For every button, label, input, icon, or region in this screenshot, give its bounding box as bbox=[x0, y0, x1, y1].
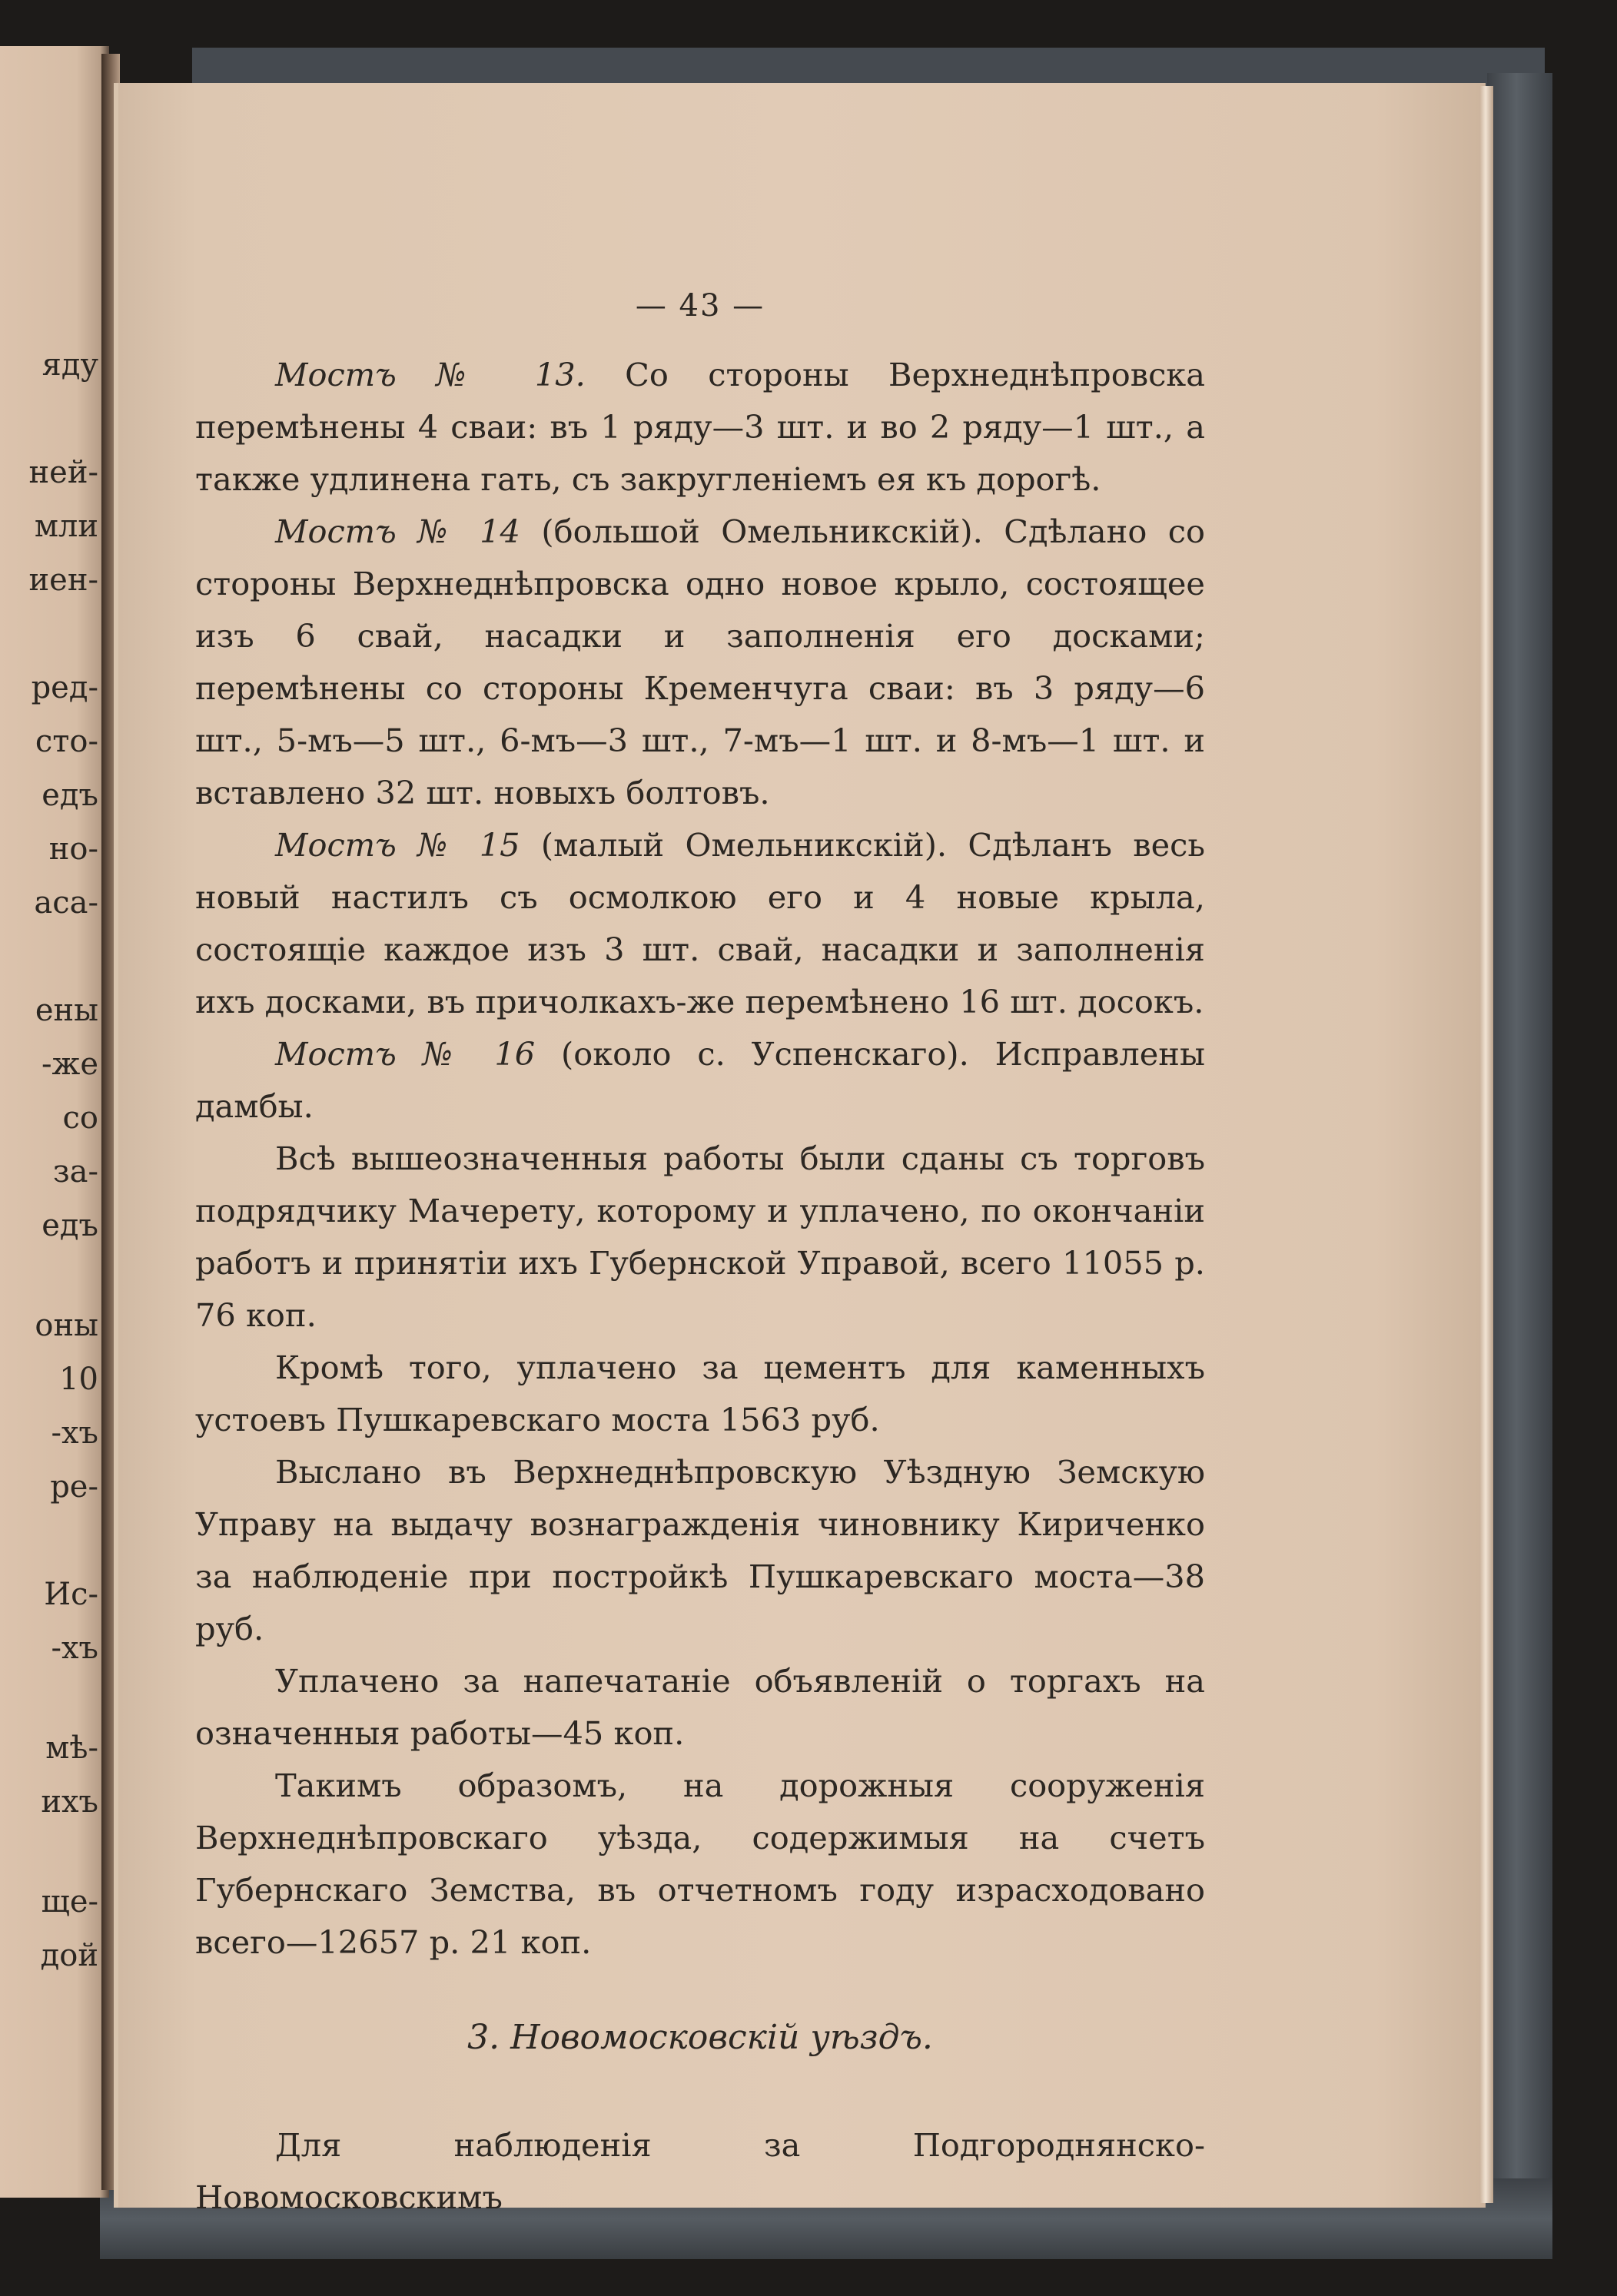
left-page-fragment: дой bbox=[40, 1938, 98, 1973]
left-page-fragment: -хъ bbox=[51, 1631, 98, 1666]
section-heading: 3. Новомосковскій уѣздъ. bbox=[467, 2018, 933, 2057]
left-page-fragment: со bbox=[62, 1100, 98, 1136]
left-page-fragment: аса- bbox=[34, 885, 98, 921]
left-page-fragment: -же bbox=[42, 1047, 98, 1082]
left-page-fragment: 10 bbox=[59, 1362, 98, 1397]
page-number: — 43 — bbox=[635, 288, 765, 323]
left-page-fragment: ихъ bbox=[41, 1784, 98, 1820]
left-page-fragment: ред- bbox=[31, 670, 98, 705]
left-page-fragment: яду bbox=[42, 347, 98, 383]
page-text bbox=[195, 280, 1205, 2224]
bridge-label: Мостъ № 15 bbox=[275, 826, 520, 864]
paragraph-remuneration: Выслано въ Верхнеднѣпровскую Уѣздную Земскую Управу на выдачу вознагражденія чиновнику Кириченко за наблюденіе при постройкѣ Пушкаревскаго моста—38 руб. bbox=[195, 1453, 1205, 1647]
paragraph-bridge-13 bbox=[195, 349, 1205, 506]
paragraph-novomoskovsk: Для наблюденія за Подгороднянско-Новомосковскимъ bbox=[195, 2126, 1205, 2216]
bridge-label: Мостъ № 13. bbox=[275, 356, 586, 393]
left-page-fragment: Ис- bbox=[44, 1577, 98, 1612]
paragraph-total: Такимъ образомъ, на дорожныя сооруженія Верхнеднѣпровскаго уѣзда, содержимыя на счетъ Губернскаго Земства, въ отчетномъ году израсходовано всего—12657 р. 21 коп. bbox=[195, 1767, 1205, 1961]
paragraph-cement: Кромѣ того, уплачено за цементъ для каменныхъ устоевъ Пушкаревскаго моста 1563 руб. bbox=[195, 1349, 1205, 1438]
paragraph-text: (около с. Успенскаго). Исправлены дамбы. bbox=[195, 1035, 1205, 1125]
page-edge bbox=[1479, 86, 1493, 2203]
left-page-fragment: -хъ bbox=[51, 1415, 98, 1451]
left-page-fragment: ре- bbox=[50, 1469, 98, 1505]
left-page-fragment: оны bbox=[35, 1308, 98, 1343]
left-page-fragment: но- bbox=[48, 831, 98, 867]
left-page-fragment: ще- bbox=[41, 1884, 98, 1919]
left-page-fragment: ней- bbox=[28, 455, 98, 490]
paragraph-bridge-15 bbox=[195, 819, 1205, 1028]
paragraph-text: (малый Омельникскій). Сдѣланъ весь новый настилъ съ осмолкою его и 4 новые крыла, состоящіе каждое изъ 3 шт. свай, насадки и заполненія ихъ досками, въ причолкахъ-же перемѣнено 16 шт. досокъ. bbox=[195, 826, 1205, 1020]
left-page-fragment: ены bbox=[35, 993, 98, 1028]
left-page-fragment: сто- bbox=[35, 724, 98, 759]
paragraph-advertisements: Уплачено за напечатаніе объявленій о торгахъ на означенныя работы—45 коп. bbox=[195, 1662, 1205, 1752]
left-page-edge bbox=[0, 46, 109, 2198]
left-page-fragment: едъ bbox=[42, 1208, 98, 1243]
bridge-label: Мостъ № 14 bbox=[275, 513, 520, 550]
cover-board-right bbox=[1487, 73, 1552, 2259]
left-page-fragment: за- bbox=[52, 1154, 98, 1189]
paragraph-bridge-16 bbox=[195, 1028, 1205, 1133]
paragraph-text: (большой Омельникскій). Сдѣлано со стороны Верхнеднѣпровска одно новое крыло, состоящее изъ 6 свай, насадки и заполненія его досками; перемѣнены со стороны Кременчуга сваи: въ 3 ряду—6 шт., 5-мъ—5 шт., 6-мъ—3 шт., 7-мъ—1 шт. и 8-мъ—1 шт. и вставлено 32 шт. новыхъ болтовъ. bbox=[195, 513, 1205, 811]
left-page-fragment: едъ bbox=[42, 778, 98, 813]
paragraph-works-payment: Всѣ вышеозначенныя работы были сданы съ торговъ подрядчику Мачерету, которому и уплачено, по окончаніи работъ и принятіи ихъ Губернской Управой, всего 11055 р. 76 коп. bbox=[195, 1140, 1205, 1334]
bridge-label: Мостъ № 16 bbox=[275, 1035, 536, 1073]
left-page-fragment: мѣ- bbox=[45, 1730, 98, 1766]
paragraph-text: Со стороны Верхнеднѣпровска перемѣнены 4 сваи: въ 1 ряду—3 шт. и во 2 ряду—1 шт., а также удлинена гать, съ закругленіемъ ея къ дорогѣ. bbox=[195, 356, 1205, 498]
paragraph-bridge-14 bbox=[195, 506, 1205, 819]
left-page-fragment: мли bbox=[34, 509, 98, 544]
left-page-fragment: иен- bbox=[28, 562, 98, 598]
